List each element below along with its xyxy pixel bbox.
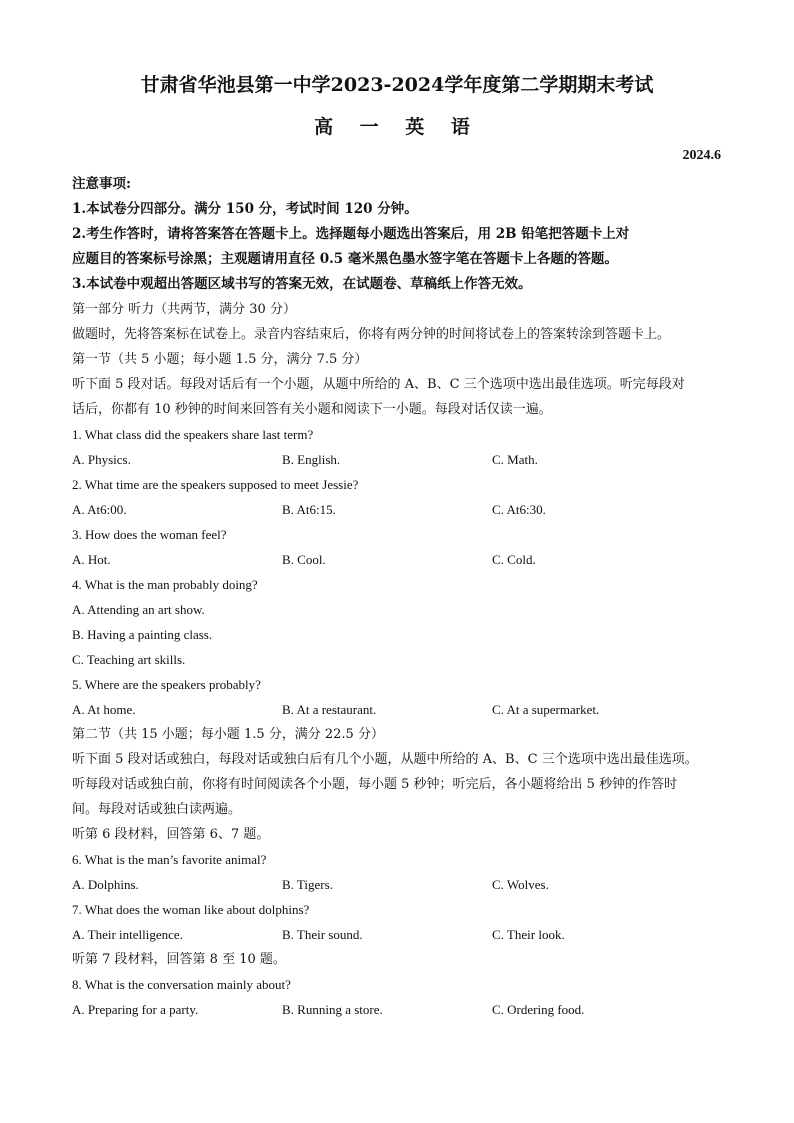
notice-item: 1.本试卷分四部分。满分 150 分，考试时间 120 分钟。 — [72, 201, 418, 217]
section2-intro: 听下面 5 段对话或独白，每段对话或独白后有几个小题，从题中所给的 A、B、C 三个选项中选出最佳选项。 — [72, 752, 698, 767]
question-stem: 5. Where are the speakers probably? — [72, 677, 261, 692]
question-options — [72, 922, 724, 947]
question-stem: 3. How does the woman feel? — [72, 527, 227, 542]
question-options — [72, 447, 724, 472]
notice-item: 2.考生作答时，请将答案答在答题卡上。选择题每小题选出答案后，用 2B 铅笔把答题卡上对 — [72, 226, 630, 242]
question-stem: 7. What does the woman like about dolphins? — [72, 902, 310, 917]
option-b: B. At6:15. — [282, 502, 336, 517]
option-b: B. English. — [282, 452, 341, 467]
option-b: B. At a restaurant. — [282, 702, 377, 717]
subject-title: 高 一 英 语 — [314, 116, 480, 138]
section1-intro: 听下面 5 段对话。每段对话后有一个小题，从题中所给的 A、B、C 三个选项中选出最佳选项。听完每段对 — [72, 377, 685, 392]
option-c: C. Cold. — [492, 552, 536, 567]
notice-item: 3.本试卷中观超出答题区域书写的答案无效，在试题卷、草稿纸上作答无效。 — [72, 276, 532, 292]
question-stem: 2. What time are the speakers supposed to meet Jessie? — [72, 477, 359, 492]
option-b: B. Running a store. — [282, 1002, 383, 1017]
option-b: B. Having a painting class. — [72, 627, 213, 642]
section2-heading: 第二节（共 15 小题；每小题 1.5 分，满分 22.5 分） — [72, 727, 384, 742]
exam-body — [72, 172, 724, 1022]
notice-item: 应题目的答案标号涂黑；主观题请用直径 0.5 毫米黑色墨水签字笔在答题卡上各题的答题。 — [72, 251, 618, 267]
question-options — [72, 547, 724, 572]
option-c: C. At6:30. — [492, 502, 546, 517]
section1-intro: 话后，你都有 10 秒钟的时间来回答有关小题和阅读下一小题。每段对话仅读一遍。 — [72, 402, 552, 417]
option-c: C. Ordering food. — [492, 1002, 585, 1017]
question-stem: 8. What is the conversation mainly about? — [72, 977, 291, 992]
material-instruction: 听第 6 段材料，回答第 6、7 题。 — [72, 827, 270, 842]
question-options — [72, 697, 724, 722]
material-instruction: 听第 7 段材料，回答第 8 至 10 题。 — [72, 952, 286, 967]
option-b: B. Tigers. — [282, 877, 333, 892]
option-c: C. At a supermarket. — [492, 702, 600, 717]
question-options — [72, 872, 724, 897]
section2-intro: 听每段对话或独白前，你将有时间阅读各个小题，每小题 5 秒钟；听完后，各小题将给出 5 秒钟的作答时 — [72, 777, 678, 792]
section2-intro: 间。每段对话或独白读两遍。 — [72, 802, 242, 817]
question-stem: 6. What is the man’s favorite animal? — [72, 852, 267, 867]
question-stem: 4. What is the man probably doing? — [72, 577, 258, 592]
option-b: B. Cool. — [282, 552, 326, 567]
option-a: A. Their intelligence. — [72, 927, 183, 942]
option-c: C. Teaching art skills. — [72, 652, 186, 667]
option-c: C. Math. — [492, 452, 538, 467]
question-options — [72, 497, 724, 522]
option-a: A. Dolphins. — [72, 877, 139, 892]
option-a: A. Attending an art show. — [72, 602, 205, 617]
question-options — [72, 997, 724, 1022]
option-a: A. At home. — [72, 702, 136, 717]
exam-date: 2024.6 — [682, 148, 721, 163]
notice-heading: 注意事项: — [72, 176, 131, 192]
question-stem: 1. What class did the speakers share last term? — [72, 427, 314, 442]
option-a: A. Hot. — [72, 552, 111, 567]
part1-intro: 做题时，先将答案标在试卷上。录音内容结束后，你将有两分钟的时间将试卷上的答案转涂到答题卡上。 — [72, 327, 671, 342]
part1-heading: 第一部分 听力（共两节，满分 30 分） — [72, 302, 296, 317]
option-c: C. Wolves. — [492, 877, 549, 892]
option-a: A. Preparing for a party. — [72, 1002, 199, 1017]
exam-title: 甘肃省华池县第一中学2023-2024学年度第二学期期末考试 — [140, 74, 654, 96]
section1-heading: 第一节（共 5 小题；每小题 1.5 分，满分 7.5 分） — [72, 352, 368, 367]
option-c: C. Their look. — [492, 927, 565, 942]
option-a: A. Physics. — [72, 452, 131, 467]
option-b: B. Their sound. — [282, 927, 363, 942]
option-a: A. At6:00. — [72, 502, 127, 517]
